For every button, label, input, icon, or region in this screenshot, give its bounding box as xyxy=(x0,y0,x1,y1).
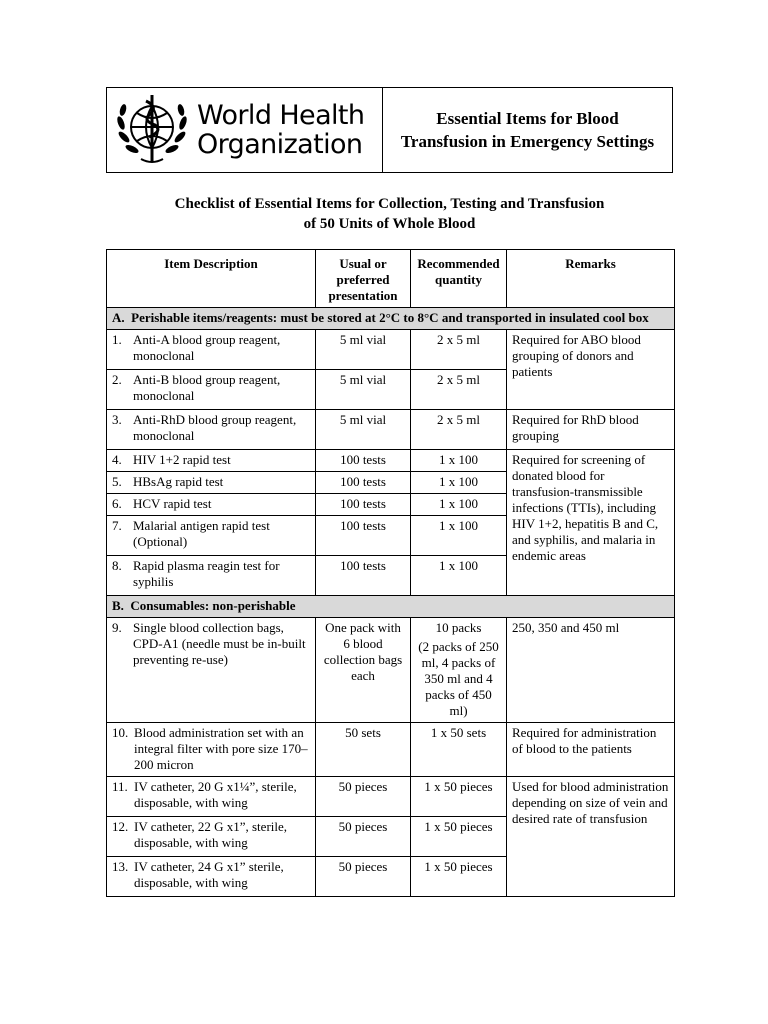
remarks: Required for screening of donated blood for transfusion-transmissible infections (TTIs), including HIV 1+2, hepatitis B and C, and syphilis, and malaria in endemic areas xyxy=(507,450,675,596)
section-header-b: B. Consumables: non-perishable xyxy=(107,596,675,618)
column-header: Remarks xyxy=(507,250,675,308)
quantity: 1 x 50 pieces xyxy=(411,777,507,817)
quantity: 1 x 50 sets xyxy=(411,723,507,777)
item-description: HIV 1+2 rapid test xyxy=(133,452,231,467)
who-emblem-icon xyxy=(113,93,191,167)
quantity: 2 x 5 ml xyxy=(411,370,507,410)
item-description: Malarial antigen rapid test (Optional) xyxy=(133,518,270,549)
remarks: Required for ABO blood grouping of donors and patients xyxy=(507,330,675,410)
item-description: HBsAg rapid test xyxy=(133,474,224,489)
item-description: Blood administration set with an integral filter with pore size 170–200 micron xyxy=(134,725,308,772)
quantity: 2 x 5 ml xyxy=(411,410,507,450)
item-description: IV catheter, 22 G x1”, sterile, disposable, with wing xyxy=(134,819,288,850)
column-header: Usual or preferred presentation xyxy=(316,250,411,308)
checklist-table xyxy=(106,249,675,897)
table-row: 5. HBsAg rapid test 100 tests 1 x 100 xyxy=(107,472,675,494)
item-description: HCV rapid test xyxy=(133,496,212,511)
quantity: 10 packs (2 packs of 250 ml, 4 packs of 350 ml and 4 packs of 450 ml) xyxy=(411,618,507,723)
table-row: 1. Anti-A blood group reagent, monoclonal 5 ml vial 2 x 5 ml Required for ABO blood grouping of donors and patients xyxy=(107,330,675,370)
item-description: Anti-A blood group reagent, monoclonal xyxy=(133,332,281,363)
checklist-heading: Checklist of Essential Items for Collection, Testing and Transfusion of 50 Units of Whole Blood xyxy=(174,196,605,232)
remarks: Required for administration of blood to the patients xyxy=(507,723,675,777)
presentation: 50 sets xyxy=(316,723,411,777)
quantity: 2 x 5 ml xyxy=(411,330,507,370)
column-header: Recommended quantity xyxy=(411,250,507,308)
table-row: 7. Malarial antigen rapid test (Optional) 100 tests 1 x 100 xyxy=(107,516,675,556)
quantity: 1 x 100 xyxy=(411,472,507,494)
table-row: 6. HCV rapid test 100 tests 1 x 100 xyxy=(107,494,675,516)
quantity: 1 x 100 xyxy=(411,450,507,472)
item-description: IV catheter, 24 G x1” sterile, disposable, with wing xyxy=(134,859,284,890)
table-row: 13. IV catheter, 24 G x1” sterile, disposable, with wing 50 pieces 1 x 50 pieces xyxy=(107,857,675,897)
presentation: 100 tests xyxy=(316,556,411,596)
quantity: 1 x 50 pieces xyxy=(411,857,507,897)
quantity: 1 x 50 pieces xyxy=(411,817,507,857)
table-row: 12. IV catheter, 22 G x1”, sterile, disposable, with wing 50 pieces 1 x 50 pieces xyxy=(107,817,675,857)
quantity: 1 x 100 xyxy=(411,556,507,596)
table-row: 8. Rapid plasma reagin test for syphilis 100 tests 1 x 100 xyxy=(107,556,675,596)
remarks: 250, 350 and 450 ml xyxy=(507,618,675,723)
document-header xyxy=(106,87,673,173)
quantity: 1 x 100 xyxy=(411,516,507,556)
table-row: 11. IV catheter, 20 G x1¼”, sterile, disposable, with wing 50 pieces 1 x 50 pieces Used for blood administration depending on size of vein and desired rate of transfusion xyxy=(107,777,675,817)
presentation: 100 tests xyxy=(316,450,411,472)
table-row: 2. Anti-B blood group reagent, monoclonal 5 ml vial 2 x 5 ml xyxy=(107,370,675,410)
item-description: IV catheter, 20 G x1¼”, sterile, disposable, with wing xyxy=(134,779,297,810)
presentation: 5 ml vial xyxy=(316,330,411,370)
presentation: One pack with 6 blood collection bags each xyxy=(316,618,411,723)
item-description: Rapid plasma reagin test for syphilis xyxy=(133,558,280,589)
who-wordmark: World Health Organization xyxy=(197,100,365,160)
presentation: 100 tests xyxy=(316,516,411,556)
presentation: 5 ml vial xyxy=(316,410,411,450)
presentation: 50 pieces xyxy=(316,817,411,857)
section-header-a: A. Perishable items/reagents: must be stored at 2°C to 8°C and transported in insulated cool box xyxy=(107,308,675,330)
presentation: 100 tests xyxy=(316,472,411,494)
remarks: Required for RhD blood grouping xyxy=(507,410,675,450)
presentation: 5 ml vial xyxy=(316,370,411,410)
presentation: 50 pieces xyxy=(316,777,411,817)
item-description: Anti-RhD blood group reagent, monoclonal xyxy=(133,412,297,443)
item-description: Single blood collection bags, CPD-A1 (needle must be in-built preventing re-use) xyxy=(133,620,306,667)
table-header-row xyxy=(107,250,675,308)
quantity: 1 x 100 xyxy=(411,494,507,516)
document-title: Essential Items for Blood Transfusion in Emergency Settings xyxy=(400,109,655,151)
presentation: 50 pieces xyxy=(316,857,411,897)
table-row: 4. HIV 1+2 rapid test 100 tests 1 x 100 Required for screening of donated blood for transfusion-transmissible infections (TTIs), including HIV 1+2, hepatitis B and C, and syphilis, and malaria in endemic areas xyxy=(107,450,675,472)
presentation: 100 tests xyxy=(316,494,411,516)
table-row: 9. Single blood collection bags, CPD-A1 (needle must be in-built preventing re-use) One pack with 6 blood collection bags each 10 packs (2 packs of 250 ml, 4 packs of 350 ml and 4 packs of 450 ml) 250, 350 and 450 ml xyxy=(107,618,675,723)
table-row: 10. Blood administration set with an integral filter with pore size 170–200 micron 50 sets 1 x 50 sets Required for administration of blood to the patients xyxy=(107,723,675,777)
column-header: Item Description xyxy=(107,250,316,308)
remarks: Used for blood administration depending on size of vein and desired rate of transfusion xyxy=(507,777,675,897)
who-logo xyxy=(107,88,383,172)
item-description: Anti-B blood group reagent, monoclonal xyxy=(133,372,281,403)
table-row: 3. Anti-RhD blood group reagent, monoclonal 5 ml vial 2 x 5 ml Required for RhD blood grouping xyxy=(107,410,675,450)
